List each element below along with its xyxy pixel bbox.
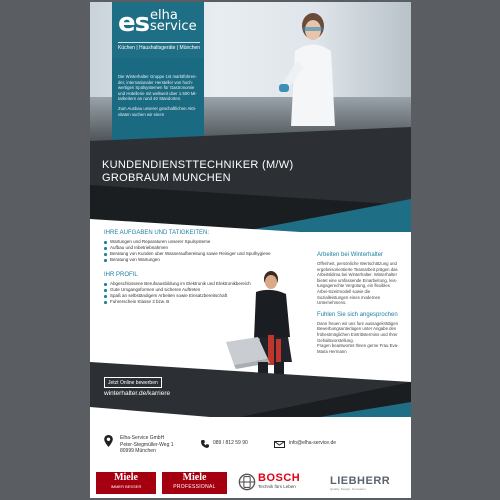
list-item: Spaß an selbständigem Arbeiten sowie Einsatzbereitschaft: [104, 293, 274, 299]
logo-wordmark: [150, 10, 197, 32]
liebherr-logo-tagline: Quality. Design. Innovation.: [330, 487, 367, 491]
career-url-link[interactable]: winterhalter.de/karriere: [104, 390, 171, 397]
bosch-logo-name: BOSCH: [258, 472, 301, 484]
location-pin-icon: [104, 435, 113, 447]
apply-heading: Fuhlen Sie sich angesprochen: [317, 311, 398, 318]
liebherr-logo-name: LIEBHERR: [330, 475, 391, 487]
contact-person-text: Fragen beantwortet Ihnen gerne Frau Eva-Maria Hermann: [317, 343, 399, 354]
logo-es-mark: es: [118, 8, 150, 38]
miele-logo-name: Miele: [114, 472, 138, 483]
street: Peter-Stegmüller-Weg 1: [120, 441, 174, 448]
right-column: [317, 252, 401, 354]
intro-paragraph-2: Zum Ausbau unserer geschaftlichen Akti-vitaten suchen wir einen: [118, 105, 197, 117]
list-item: Wartungen und Reparaturen unserer Spulsysteme: [104, 239, 274, 245]
list-item: Aufbau und Inbetriebnahmen: [104, 245, 274, 251]
phone-icon: [201, 440, 209, 448]
miele-logo-tagline: IMMER BESSER: [110, 484, 142, 489]
email-link[interactable]: info@elha-service.de: [289, 440, 337, 446]
logo-divider: [118, 42, 200, 43]
miele-professional-logo: [162, 472, 227, 494]
tasks-heading: IHRE AUFGABEN UND TATIGKEITEN:: [104, 230, 210, 236]
list-item: Fuhrerschein Klasse 3 bzw. B: [104, 299, 274, 305]
logo-name-line1: elha: [150, 8, 178, 23]
job-title: [102, 159, 402, 185]
work-text: Offenheit, persönliche Wertschätzung und ergebnisorientierte Teamarbeit prägen das Arbeitsklima bei Winterhalter. Winterhalter bietet eine umfassende Einarbeitung, leis-tungsgerechte Vergütung, ein flexibles Arbei-tszeitmodell sowie die Sozialleistungen eines modernen Unternehmens.: [317, 261, 398, 306]
profile-heading: IHR PROFIL: [104, 272, 138, 278]
job-title-line2: GROBRAUM MUNCHEN: [102, 172, 231, 184]
city: 80999 München: [120, 448, 156, 454]
intro-text: [118, 74, 200, 117]
bosch-armature-icon: [238, 473, 256, 491]
list-item: Beratung von Wartungen: [104, 257, 274, 263]
work-heading: Arbeiten bei Winterhalter: [317, 252, 384, 258]
bosch-logo-tagline: Technik fürs Leben: [258, 484, 296, 489]
job-title-line1: KUNDENDIENSTTECHNIKER (M/W): [102, 159, 294, 171]
list-item: Gute Umgangsformen und sicheres Auftreten: [104, 287, 274, 293]
tasks-section: [104, 230, 274, 263]
job-ad-page: [90, 2, 411, 498]
liebherr-logo: [330, 476, 390, 491]
logo-name-line2: service: [150, 19, 197, 34]
address-block: [120, 435, 174, 455]
apply-text: Dann freuen wir uns fure aussagekrättigen Bewerbungsunterlagen unter Angabe des frühestmöglichen Eintrittstermins und Ihrer Gehaltsvorstellung.: [317, 320, 398, 343]
phone-number[interactable]: 089 / 812 59 90: [213, 440, 248, 446]
logo-subline: Küchen | Haushaltsgeräte | München: [118, 45, 201, 51]
miele-professional-logo-tagline: PROFESSIONAL: [173, 484, 216, 490]
email-icon: [274, 441, 285, 448]
tasks-list: [104, 239, 274, 263]
miele-professional-logo-name: Miele: [182, 472, 207, 483]
miele-logo: [96, 472, 156, 494]
list-item: Abgeschlossene Berufsausbildung im Elektronik und Elektronikbereich: [104, 281, 274, 287]
bosch-logo: [258, 473, 300, 489]
company-name: Elha-Service GmbH: [120, 435, 165, 441]
intro-paragraph-1: Die Winterhalter Gruppe 1st marktführen-der, internationaler Hersteller von hoch-wertigen Spülsystemen für Gastronomie und Hotellerie mit weltweit uber 1.500 Mi-tarbeitern an rund 40 Standorten.: [118, 74, 197, 102]
list-item: Beratung von Kunden uber Wasseraufbereitung sowie Reiniger und Spulhygiene: [104, 251, 274, 257]
lab-worker-image: [275, 6, 345, 126]
apply-online-button[interactable]: Jetzt Online bewerben: [104, 377, 162, 388]
